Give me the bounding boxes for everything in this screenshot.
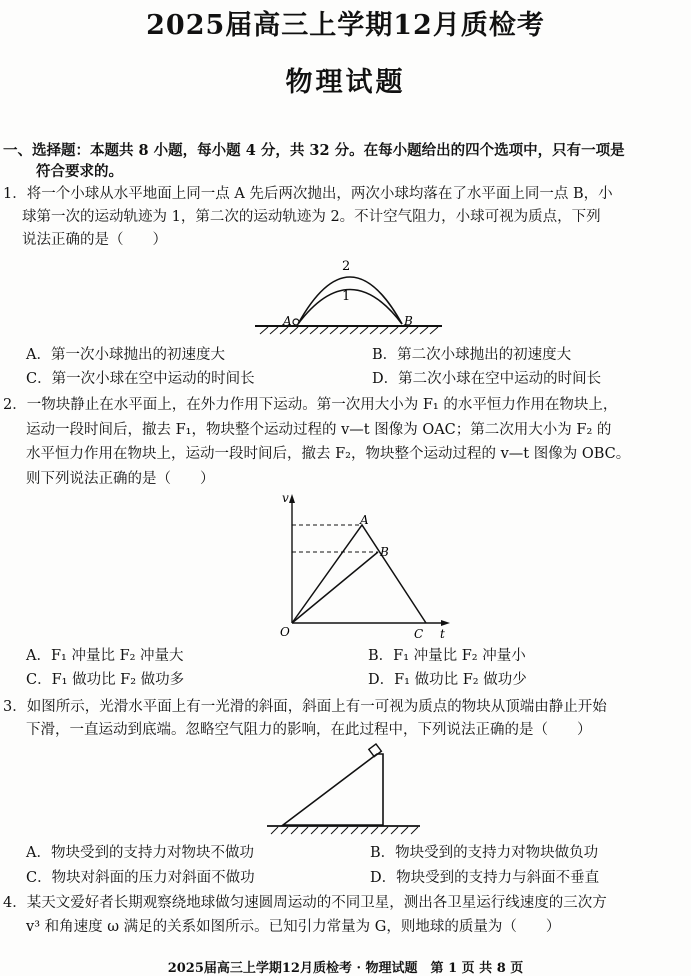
q3-option-a[interactable]: A．物块受到的支持力对物块不做功 xyxy=(26,845,254,861)
q3-option-b[interactable]: B．物块受到的支持力对物块做负功 xyxy=(370,845,599,861)
label-trajectory-2: 2 xyxy=(342,259,351,274)
q1-option-c[interactable]: C．第一次小球在空中运动的时间长 xyxy=(26,371,255,387)
q4-line1: 4．某天文爱好者长期观察绕地球做匀速圆周运动的不同卫星，测出各卫星运行线速度的三次方 xyxy=(3,895,607,911)
q1-option-d[interactable]: D．第二次小球在空中运动的时间长 xyxy=(372,371,602,387)
label-axis-t: t xyxy=(440,627,445,640)
section-heading-line2: 符合要求的。 xyxy=(36,163,123,180)
label-point-c: C xyxy=(414,627,424,640)
q1-option-a[interactable]: A．第一次小球抛出的初速度大 xyxy=(26,347,225,363)
q3-line1: 3．如图所示，光滑水平面上有一光滑的斜面，斜面上有一可视为质点的物块从顶端由静止开始 xyxy=(3,699,607,715)
label-trajectory-1: 1 xyxy=(342,289,351,304)
q1-line3: 说法正确的是（ ） xyxy=(22,232,167,248)
q2-line3: 水平恒力作用在物块上，运动一段时间后，撤去 F₂，物块整个运动过程的 v—t 图像为 OBC。 xyxy=(26,446,631,462)
q2-option-d[interactable]: D．F₁ 做功比 F₂ 做功少 xyxy=(368,672,527,688)
q3-line2: 下滑，一直运动到底端。忽略空气阻力的影响，在此过程中，下列说法正确的是（ ） xyxy=(26,722,592,738)
q1-option-b[interactable]: B．第二次小球抛出的初速度大 xyxy=(372,347,572,363)
q3-incline-figure xyxy=(265,742,425,838)
exam-title: 2025届高三上学期12月质检考 xyxy=(146,10,545,41)
q3-option-d[interactable]: D．物块受到的支持力与斜面不垂直 xyxy=(370,870,600,886)
q1-line1: 1．将一个小球从水平地面上同一点 A 先后两次抛出，两次小球均落在了水平面上同一点 B，小 xyxy=(3,186,613,202)
q1-line2: 球第一次的运动轨迹为 1，第二次的运动轨迹为 2。不计空气阻力，小球可视为质点，下列 xyxy=(22,209,601,225)
page-footer: 2025届高三上学期12月质检考 · 物理试题 第 1 页 共 8 页 xyxy=(167,961,524,976)
label-point-a: A xyxy=(360,513,369,527)
label-origin: O xyxy=(280,625,290,639)
label-point-a: A xyxy=(283,314,292,328)
q2-vt-graph xyxy=(278,490,458,640)
q4-line2: v³ 和角速度 ω 满足的关系如图所示。已知引力常量为 G，则地球的质量为（ ） xyxy=(26,919,561,935)
q2-option-b[interactable]: B．F₁ 冲量比 F₂ 冲量小 xyxy=(368,648,526,664)
section-heading-line1: 一、选择题：本题共 8 小题，每小题 4 分，共 32 分。在每小题给出的四个选项中，只有一项是 xyxy=(3,142,625,159)
label-point-b: B xyxy=(404,314,413,328)
incline-wedge xyxy=(283,754,383,825)
q2-line4: 则下列说法正确的是（ ） xyxy=(26,471,215,487)
q3-option-c[interactable]: C．物块对斜面的压力对斜面不做功 xyxy=(26,870,255,886)
q2-line1: 2．一物块静止在水平面上，在外力作用下运动。第一次用大小为 F₁ 的水平恒力作用在物块上， xyxy=(3,397,618,413)
label-axis-v: v xyxy=(282,491,289,505)
line-oac xyxy=(292,525,426,623)
q2-option-c[interactable]: C．F₁ 做功比 F₂ 做功多 xyxy=(26,672,185,688)
q2-line2: 运动一段时间后，撤去 F₁，物块整个运动过程的 v—t 图像为 OAC；第二次用大小为 F₂ 的 xyxy=(26,422,612,438)
label-point-b: B xyxy=(380,545,389,559)
ball-marker xyxy=(293,319,299,325)
exam-subtitle: 物理试题 xyxy=(285,67,406,98)
q2-option-a[interactable]: A．F₁ 冲量比 F₂ 冲量大 xyxy=(26,648,184,664)
q1-trajectory-figure xyxy=(250,250,450,340)
